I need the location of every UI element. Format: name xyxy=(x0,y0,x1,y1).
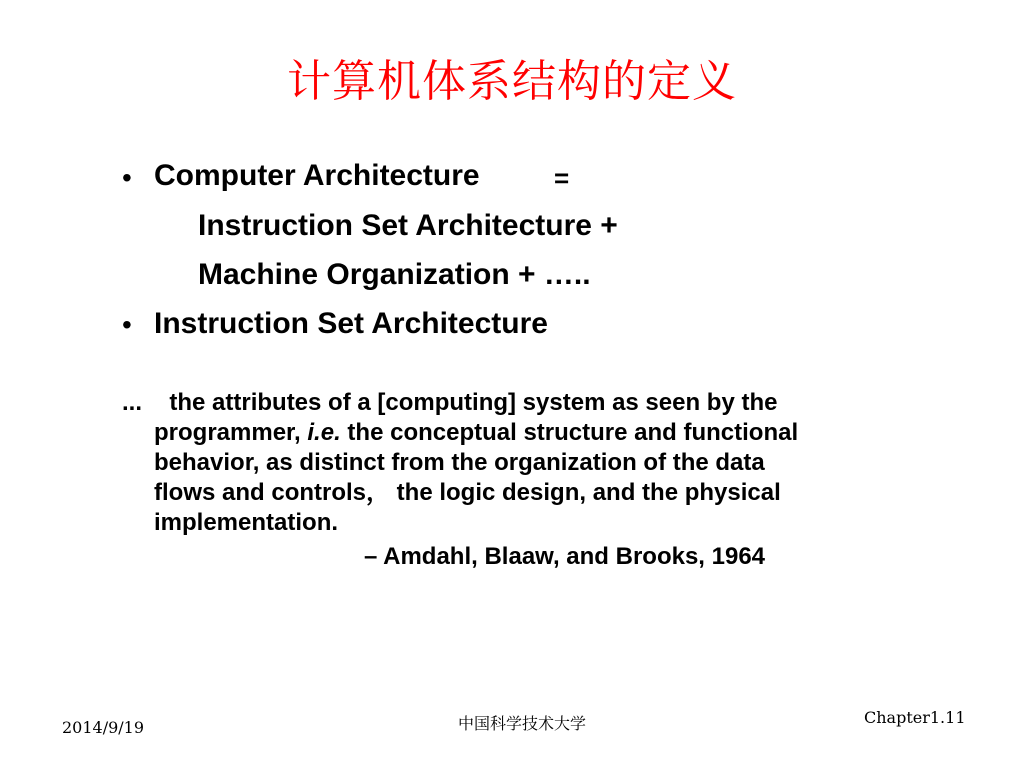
definition-quote xyxy=(122,388,942,538)
quote-line-2a: programmer, xyxy=(154,419,301,446)
bullet-marker: • xyxy=(122,162,132,193)
quote-prefix: ... xyxy=(122,389,143,416)
bullet-instruction-set-architecture: Instruction Set Architecture xyxy=(154,307,548,340)
quote-ie: i.e. xyxy=(307,419,341,446)
footer-date: 2014/9/19 xyxy=(62,718,145,737)
sub-line-isa: Instruction Set Architecture + xyxy=(198,209,618,242)
equals-sign: = xyxy=(554,163,570,193)
quote-line-5: implementation. xyxy=(154,509,339,536)
quote-attribution: – Amdahl, Blaaw, and Brooks, 1964 xyxy=(364,543,766,570)
bullet-computer-architecture: Computer Architecture xyxy=(154,159,480,192)
quote-line-1: the attributes of a [computing] system as seen by the xyxy=(169,389,778,416)
footer-chapter: Chapter1.11 xyxy=(864,708,966,727)
slide-title: 计算机体系结构的定义 xyxy=(287,56,737,107)
sub-line-machine-organization: Machine Organization + ….. xyxy=(198,258,591,291)
quote-line-4: flows and controls， the logic design, and the physical xyxy=(154,479,781,506)
footer-institution: 中国科学技术大学 xyxy=(458,714,587,733)
quote-line-3: behavior, as distinct from the organization of the data xyxy=(154,449,765,476)
bullet-marker: • xyxy=(122,309,132,340)
quote-line-2b: the conceptual structure and functional xyxy=(347,419,799,446)
